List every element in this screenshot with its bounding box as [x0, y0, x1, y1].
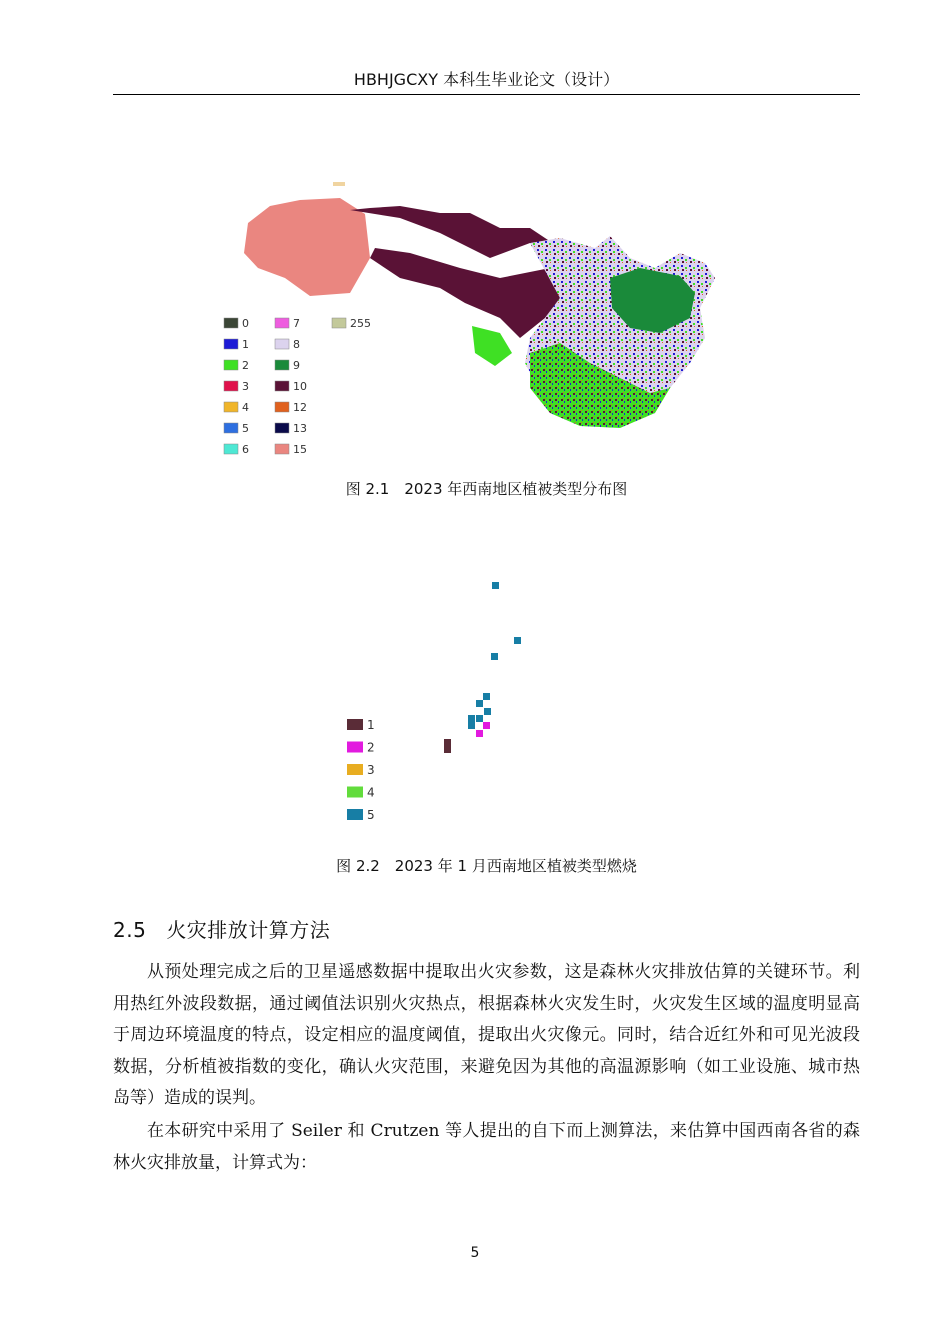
section-title: 火灾排放计算方法 — [166, 918, 331, 942]
vegetation-map — [200, 128, 766, 474]
legend-label-255: 255 — [350, 317, 371, 330]
legend-swatch-4 — [224, 402, 238, 412]
legend-swatch-255 — [332, 318, 346, 328]
burn-legend-swatch-1 — [347, 719, 363, 730]
vegetation-map-figure — [200, 128, 766, 474]
burn-pixel — [483, 722, 490, 729]
legend-swatch-1 — [224, 339, 238, 349]
legend-label-3: 3 — [242, 380, 249, 393]
burn-pixel — [444, 746, 451, 753]
burn-legend-label-4: 4 — [367, 785, 375, 800]
legend-swatch-7 — [275, 318, 289, 328]
section-number: 2.5 — [113, 918, 147, 942]
page-number: 5 — [470, 1245, 480, 1261]
burn-pixel — [491, 653, 498, 660]
burn-pixel — [444, 739, 451, 746]
legend-label-0: 0 — [242, 317, 249, 330]
legend-swatch-13 — [275, 423, 289, 433]
burn-legend-label-3: 3 — [367, 763, 375, 777]
burn-map — [340, 565, 540, 830]
legend-label-1: 1 — [242, 338, 249, 351]
burn-legend-swatch-3 — [347, 764, 363, 775]
burn-pixel — [468, 722, 475, 729]
burn-legend-swatch-5 — [347, 809, 363, 820]
legend-swatch-6 — [224, 444, 238, 454]
legend-swatch-3 — [224, 381, 238, 391]
paragraph — [113, 1116, 860, 1179]
header-rule — [113, 94, 860, 95]
paragraph-text: 在本研究中采用了 Seiler 和 Crutzen 等人提出的自下而上测算法，来估算中国西南各省的森林火灾排放量，计算式为： — [113, 1121, 860, 1173]
burn-legend-swatch-2 — [347, 742, 363, 753]
legend-swatch-9 — [275, 360, 289, 370]
legend-label-15: 15 — [293, 443, 307, 456]
legend-label-5: 5 — [242, 422, 249, 435]
legend-label-13: 13 — [293, 422, 307, 435]
legend-swatch-10 — [275, 381, 289, 391]
burn-pixel — [476, 715, 483, 722]
figure-1-caption: 图 2.1 2023 年西南地区植被类型分布图 — [345, 480, 628, 498]
burn-pixel — [514, 637, 521, 644]
legend-swatch-5 — [224, 423, 238, 433]
running-header: HBHJGCXY 本科生毕业论文（设计） — [353, 70, 620, 89]
legend-label-8: 8 — [293, 338, 300, 351]
legend-label-10: 10 — [293, 380, 307, 393]
paragraph — [113, 957, 860, 1115]
burn-pixels — [444, 582, 521, 753]
paragraph-text: 从预处理完成之后的卫星遥感数据中提取出火灾参数，这是森林火灾排放估算的关键环节。利用热红外波段数据，通过阈值法识别火灾热点，根据森林火灾发生时，火灾发生区域的温度明显高于周边环境温度的特点，设定相应的温度阈值，提取出火灾像元。同时，结合近红外和可见光波段数据，分析植被指数的变化，确认火灾范围，来避免因为其他的高温源影响（如工业设施、城市热岛等）造成的误判。 — [113, 962, 860, 1108]
legend-label-9: 9 — [293, 359, 300, 372]
burn-pixel — [483, 693, 490, 700]
burn-pixel — [492, 582, 499, 589]
section-heading — [113, 914, 330, 943]
map-legend — [224, 317, 371, 456]
burn-pixel — [484, 708, 491, 715]
burn-legend-label-5: 5 — [367, 808, 375, 822]
figure-2-caption: 图 2.2 2023 年 1 月西南地区植被类型燃烧 — [336, 857, 637, 875]
legend-label-6: 6 — [242, 443, 249, 456]
burn-legend-swatch-4 — [347, 787, 363, 798]
legend-label-12: 12 — [293, 401, 307, 414]
legend-swatch-2 — [224, 360, 238, 370]
legend-swatch-12 — [275, 402, 289, 412]
map-region-west — [244, 198, 370, 296]
burn-map-figure — [340, 565, 540, 830]
legend-swatch-0 — [224, 318, 238, 328]
legend-label-4: 4 — [242, 401, 249, 414]
burn-pixel — [468, 715, 475, 722]
legend-label-2: 2 — [242, 359, 249, 372]
burn-legend-label-2: 2 — [367, 740, 375, 755]
legend-swatch-15 — [275, 444, 289, 454]
burn-pixel — [476, 730, 483, 737]
burn-legend — [347, 718, 375, 822]
legend-label-7: 7 — [293, 317, 300, 330]
legend-swatch-8 — [275, 339, 289, 349]
map-region-central — [350, 206, 560, 338]
burn-legend-label-1: 1 — [367, 718, 375, 732]
burn-pixel — [476, 700, 483, 707]
